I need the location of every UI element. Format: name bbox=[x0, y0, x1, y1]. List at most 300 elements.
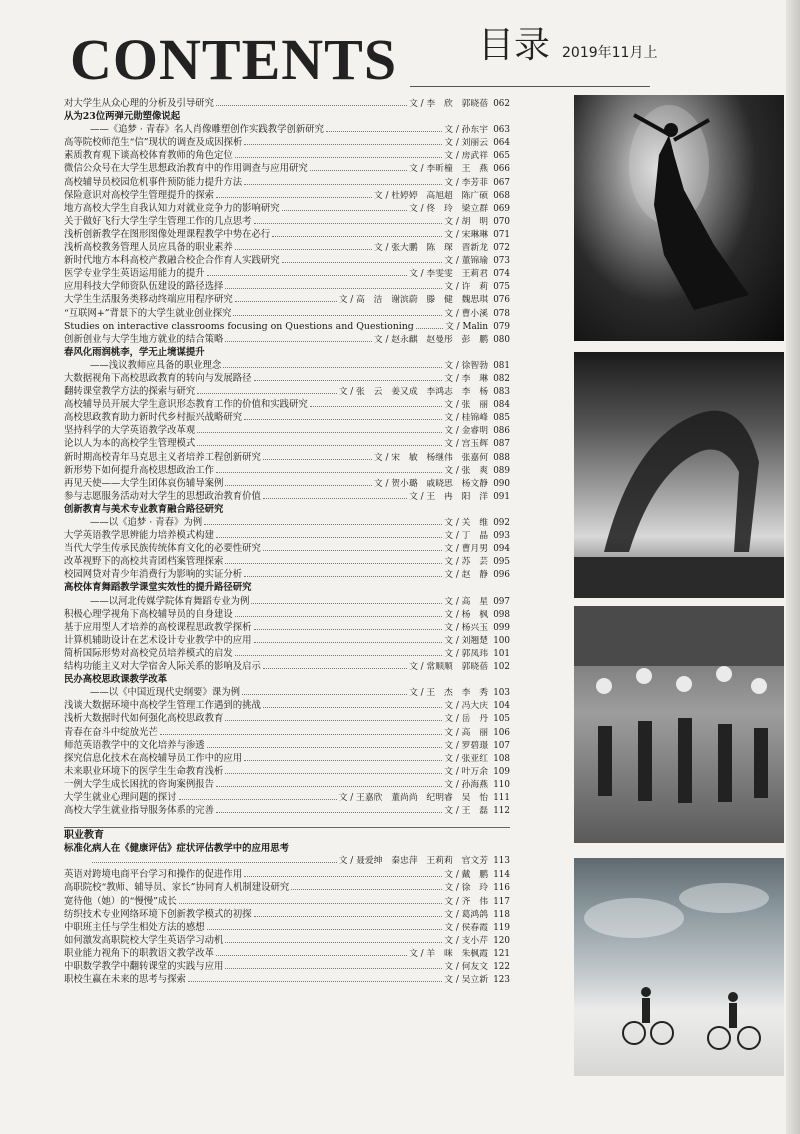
toc-entry bbox=[64, 778, 510, 791]
toc-entry-author: 文 / 丁 晶 bbox=[444, 531, 488, 542]
toc-entry-title: 一例大学生成长困扰的咨询案例报告 bbox=[64, 778, 215, 790]
toc-entry-page: 065 bbox=[493, 151, 510, 162]
toc-entry-author: 文 / 曹小溪 bbox=[444, 308, 488, 319]
toc-entry-author: 文 / 聂爱绅 秦忠萍 王莉莉 官文芳 bbox=[338, 856, 488, 867]
leader-dots bbox=[272, 229, 442, 237]
toc-entry-page: 091 bbox=[493, 491, 510, 502]
toc-entry-page: 083 bbox=[493, 387, 510, 398]
toc-entry-author: 文 / 宫玉辉 bbox=[444, 439, 488, 450]
leader-dots bbox=[92, 855, 337, 863]
leader-dots bbox=[216, 98, 407, 106]
toc-entry-title: 标准化病人在《健康评估》症状评估教学中的应用思考 bbox=[64, 843, 290, 855]
leader-dots bbox=[244, 412, 442, 420]
toc-entry-author: 文 / 罗碧璟 bbox=[444, 740, 488, 751]
toc-entry-page: 071 bbox=[493, 229, 510, 240]
toc-entry bbox=[64, 842, 510, 855]
toc-entry-title: 浅谈大数据环境中高校学生管理工作遇到的挑战 bbox=[64, 700, 261, 712]
toc-entry-title: 新时代地方本科高校产教融合校企合作育人实践研究 bbox=[64, 255, 280, 267]
toc-entry-page: 105 bbox=[493, 714, 510, 725]
toc-entry bbox=[64, 895, 510, 908]
toc-entry bbox=[64, 921, 510, 934]
toc-entry-title: 浅析大数据时代如何强化高校思政教育 bbox=[64, 713, 224, 725]
toc-entry-author: 文 / 刘翘楚 bbox=[444, 635, 488, 646]
toc-entry bbox=[64, 973, 510, 986]
toc-entry-title: “互联网+”背景下的大学生就业创业探究 bbox=[64, 307, 232, 319]
leader-dots bbox=[204, 517, 442, 525]
leader-dots bbox=[188, 974, 442, 982]
leader-dots bbox=[244, 869, 442, 877]
toc-entry-page: 082 bbox=[493, 373, 510, 384]
toc-entry-title: 医学专业学生英语运用能力的提升 bbox=[64, 268, 205, 280]
toc-entry-title: 高校思政教育助力新时代乡村振兴战略研究 bbox=[64, 412, 243, 424]
toc-entry-title: 宽待他（她）的“慢慢”成长 bbox=[64, 895, 177, 907]
toc-entry bbox=[64, 346, 510, 359]
toc-entry bbox=[64, 503, 510, 516]
toc-entry-page: 104 bbox=[493, 701, 510, 712]
leader-dots bbox=[216, 948, 407, 956]
leader-dots bbox=[225, 935, 442, 943]
toc-entry bbox=[64, 189, 510, 202]
toc-entry-page: 097 bbox=[493, 596, 510, 607]
toc-entry bbox=[64, 660, 510, 673]
toc-entry-title: 中职班主任与学生相处方法的感想 bbox=[64, 921, 205, 933]
toc-entry bbox=[64, 254, 510, 267]
toc-entry bbox=[64, 267, 510, 280]
toc-entry-page: 111 bbox=[493, 792, 510, 803]
toc-entry bbox=[64, 385, 510, 398]
toc-entry-page: 072 bbox=[493, 243, 510, 254]
contents-title: CONTENTS bbox=[70, 27, 398, 92]
toc-entry-author: 文 / 叶万余 bbox=[444, 766, 488, 777]
toc-entry bbox=[64, 712, 510, 725]
leader-dots bbox=[263, 661, 407, 669]
toc-entry-page: 064 bbox=[493, 138, 510, 149]
leader-dots bbox=[254, 909, 443, 917]
toc-entry-title: 高校体育舞蹈教学课堂实效性的提升路径研究 bbox=[64, 582, 252, 594]
leader-dots bbox=[235, 150, 442, 158]
toc-entry-title: 当代大学生传承民族传统体育文化的必要性研究 bbox=[64, 543, 261, 555]
toc-entry-title: 高校大学生就业指导服务体系的完善 bbox=[64, 805, 215, 817]
toc-entry-page: 107 bbox=[493, 740, 510, 751]
leader-dots bbox=[282, 203, 407, 211]
toc-entry-author: 文 / 戴 鹏 bbox=[444, 870, 488, 881]
toc-entry-title: ——以《中国近现代史纲要》课为例 bbox=[90, 687, 241, 699]
toc-entry-author: 文 / 孙海燕 bbox=[444, 779, 488, 790]
leader-dots bbox=[233, 308, 442, 316]
toc-entry bbox=[64, 516, 510, 529]
toc-entry-page: 089 bbox=[493, 465, 510, 476]
toc-entry bbox=[64, 608, 510, 621]
section-heading-vocational: 职业教育 bbox=[64, 827, 510, 841]
toc-entry-page: 076 bbox=[493, 295, 510, 306]
toc-entry-title: 对大学生从众心理的分析及引导研究 bbox=[64, 98, 215, 109]
toc-entry-page: 106 bbox=[493, 727, 510, 738]
toc-entry-title: 青春在奋斗中绽放光芒 bbox=[64, 726, 158, 738]
toc-entry bbox=[64, 110, 510, 123]
toc-entry-title: 春风化雨润桃李，学无止境谋提升 bbox=[64, 346, 205, 358]
leader-dots bbox=[216, 779, 442, 787]
toc-entry-page: 101 bbox=[493, 648, 510, 659]
toc-entry-title: 高校辅导员校园危机事件预防能力提升方法 bbox=[64, 176, 243, 188]
leader-dots bbox=[263, 543, 442, 551]
toc-entry-title: 结构功能主义对大学宿舍人际关系的影响及启示 bbox=[64, 661, 261, 673]
leader-dots bbox=[179, 792, 337, 800]
toc-entry-author: 文 / 郭凤玮 bbox=[444, 648, 488, 659]
leader-dots bbox=[225, 961, 442, 969]
leader-dots bbox=[235, 648, 442, 656]
toc-entry bbox=[64, 451, 510, 464]
toc-entry-title: 校园网贷对青少年消费行为影响的实证分析 bbox=[64, 569, 243, 581]
toc-entry-title: 创新创业与大学生地方就业的结合策略 bbox=[64, 333, 224, 345]
leader-dots bbox=[223, 360, 442, 368]
toc-entry-page: 074 bbox=[493, 269, 510, 280]
leader-dots bbox=[216, 190, 372, 198]
toc-entry-page: 067 bbox=[493, 177, 510, 188]
toc-entry-author: 文 / 张 云 姜又成 李鸿志 李 杨 bbox=[338, 387, 488, 398]
toc-entry-title: 新时期高校青年马克思主义者培养工程创新研究 bbox=[64, 451, 261, 463]
toc-entry-page: 075 bbox=[493, 282, 510, 293]
toc-entry-author: 文 / 杜婷婷 高旭超 陈广硕 bbox=[373, 190, 488, 201]
table-of-contents bbox=[64, 97, 510, 986]
issue-date: 2019年11月上 bbox=[562, 45, 658, 61]
toc-entry-title: 论以人为本的高校学生管理模式 bbox=[64, 438, 196, 450]
toc-entry-author: 文 / 张 丽 bbox=[444, 400, 488, 411]
toc-entry-author: 文 / 李昕橦 王 燕 bbox=[409, 164, 488, 175]
toc-entry-title: 计算机辅助设计在艺术设计专业教学中的应用 bbox=[64, 634, 252, 646]
toc-entry-title: 高等院校师范生“信”现状的调查及成因探析 bbox=[64, 137, 243, 149]
leader-dots bbox=[197, 386, 336, 394]
toc-entry-author: 文 / 李芳菲 bbox=[444, 177, 488, 188]
leader-dots bbox=[197, 438, 442, 446]
toc-entry bbox=[64, 868, 510, 881]
toc-entry bbox=[64, 581, 510, 594]
toc-entry-author: 文 / 赵 静 bbox=[444, 570, 488, 581]
toc-entry bbox=[64, 804, 510, 817]
toc-entry-page: 109 bbox=[493, 766, 510, 777]
toc-entry-title: ——以《追梦 · 青春》为例 bbox=[90, 517, 203, 528]
leader-dots bbox=[242, 687, 407, 695]
photo-dancer bbox=[574, 95, 784, 341]
toc-entry bbox=[64, 699, 510, 712]
toc-entry bbox=[64, 280, 510, 293]
toc-entry-title: 浅析创新教学在图形图像处理课程教学中势在必行 bbox=[64, 228, 271, 240]
leader-dots bbox=[251, 596, 442, 604]
toc-entry-title: 大学生生活服务类移动终端应用程序研究 bbox=[64, 294, 233, 306]
leader-dots bbox=[254, 216, 443, 224]
toc-entry-title: 微信公众号在大学生思想政治教育中的作用调查与应用研究 bbox=[64, 163, 308, 175]
toc-entry bbox=[64, 673, 510, 686]
toc-entry bbox=[64, 241, 510, 254]
toc-entry bbox=[64, 947, 510, 960]
toc-entry bbox=[64, 228, 510, 241]
toc-entry-title: 翻转课堂教学方法的探索与研究 bbox=[64, 386, 196, 398]
masthead bbox=[70, 20, 658, 92]
toc-entry bbox=[64, 333, 510, 346]
toc-entry-title: 地方高校大学生自我认知力对就业竞争力的影响研究 bbox=[64, 202, 280, 214]
toc-entry-title: 改革视野下的高校共青团档案管理探索 bbox=[64, 556, 224, 568]
toc-entry-page: 110 bbox=[493, 779, 510, 790]
toc-entry bbox=[64, 215, 510, 228]
toc-entry-page: 122 bbox=[493, 962, 510, 972]
toc-entry-page: 108 bbox=[493, 753, 510, 764]
toc-entry bbox=[64, 136, 510, 149]
toc-entry-title: 师范英语教学中的文化培养与渗透 bbox=[64, 739, 205, 751]
toc-entry bbox=[64, 934, 510, 947]
toc-entry-author: 文 / 李 琳 bbox=[444, 373, 488, 384]
toc-entry bbox=[64, 320, 510, 333]
toc-entry-author: 文 / 岳 丹 bbox=[444, 714, 488, 725]
toc-entry-page: 087 bbox=[493, 439, 510, 450]
toc-entry bbox=[64, 293, 510, 306]
toc-entry-author: 文 / 孙东宇 bbox=[444, 125, 488, 136]
toc-entry-author: 文 / 常顺顺 郭晓蓓 bbox=[409, 662, 488, 673]
leader-dots bbox=[225, 334, 371, 342]
toc-vocational-list bbox=[64, 842, 510, 986]
leader-dots bbox=[235, 294, 337, 302]
toc-entry bbox=[64, 555, 510, 568]
toc-entry-page: 078 bbox=[493, 308, 510, 319]
toc-entry bbox=[64, 621, 510, 634]
toc-entry-title: 保险意识对高校学生管理提升的探索 bbox=[64, 189, 215, 201]
toc-entry bbox=[64, 960, 510, 973]
leader-dots bbox=[216, 805, 442, 813]
toc-entry bbox=[64, 202, 510, 215]
toc-entry-title: 素质教育观下谈高校体育教师的角色定位 bbox=[64, 150, 233, 162]
toc-entry-author: 文 / 冯大庆 bbox=[444, 701, 488, 712]
toc-entry-page: 084 bbox=[493, 400, 510, 411]
toc-entry bbox=[64, 686, 510, 699]
toc-entry-title: 坚持科学的大学英语教学改革观 bbox=[64, 425, 196, 437]
toc-entry bbox=[64, 529, 510, 542]
toc-entry-page: 069 bbox=[493, 203, 510, 214]
toc-entry-page: 073 bbox=[493, 256, 510, 267]
leader-dots bbox=[225, 713, 442, 721]
photo-cyclists bbox=[574, 858, 784, 1076]
toc-entry-title: 高校辅导员开展大学生意识形态教育工作的价值和实践研究 bbox=[64, 399, 308, 411]
toc-entry-title: 如何激发高职院校大学生英语学习动机 bbox=[64, 934, 224, 946]
toc-entry-page: 123 bbox=[493, 975, 510, 986]
toc-entry bbox=[64, 542, 510, 555]
toc-entry-author: 文 / 佟 玲 梁立群 bbox=[409, 203, 488, 214]
toc-entry-page: 102 bbox=[493, 662, 510, 673]
toc-entry-author: 文 / 王 冉 阳 洋 bbox=[409, 491, 488, 502]
toc-entry-title: 英语对跨境电商平台学习和操作的促进作用 bbox=[64, 869, 243, 881]
toc-entry-page: 119 bbox=[493, 922, 510, 933]
toc-entry-page: 081 bbox=[493, 360, 510, 371]
toc-entry-page: 120 bbox=[493, 935, 510, 946]
toc-entry-page: 094 bbox=[493, 544, 510, 555]
toc-entry bbox=[64, 398, 510, 411]
toc-entry-page: 121 bbox=[493, 948, 510, 959]
toc-entry bbox=[64, 372, 510, 385]
toc-entry-page: 092 bbox=[493, 518, 510, 528]
leader-dots bbox=[179, 896, 443, 904]
toc-entry-page: 113 bbox=[493, 856, 510, 867]
leader-dots bbox=[244, 137, 442, 145]
toc-entry-title: 中职数学教学中翻转课堂的实践与应用 bbox=[64, 961, 224, 972]
toc-entry-page: 100 bbox=[493, 635, 510, 646]
toc-entry-page: 066 bbox=[493, 164, 510, 175]
toc-entry-title: 新形势下如何提升高校思想政治工作 bbox=[64, 464, 215, 476]
leader-dots bbox=[235, 609, 442, 617]
toc-entry-author: 文 / 曹月男 bbox=[444, 544, 488, 555]
toc-entry bbox=[64, 908, 510, 921]
toc-entry-title: 职业能力视角下的职教语文教学改革 bbox=[64, 947, 215, 959]
leader-dots bbox=[207, 740, 443, 748]
toc-entry-title: 民办高校思政课教学改革 bbox=[64, 674, 168, 686]
toc-entry-author: 文 / 高 星 bbox=[444, 596, 488, 607]
toc-entry-author: 文 / 关 维 bbox=[444, 518, 488, 528]
toc-entry bbox=[64, 765, 510, 778]
toc-entry-author: 文 / 杨兴玉 bbox=[444, 622, 488, 633]
toc-entry-author: 文 / 齐 伟 bbox=[444, 896, 488, 907]
leader-dots bbox=[225, 766, 442, 774]
toc-entry bbox=[64, 97, 510, 110]
leader-dots bbox=[254, 373, 443, 381]
toc-entry-page: 063 bbox=[493, 125, 510, 136]
leader-dots bbox=[263, 452, 372, 460]
leader-dots bbox=[254, 622, 443, 630]
toc-entry-title: 积极心理学视角下高校辅导员的自身建设 bbox=[64, 608, 233, 620]
toc-entry-author: 文 / 王 磊 bbox=[444, 806, 488, 817]
toc-entry-title: 简析国际形势对高校党员培养模式的启发 bbox=[64, 647, 233, 659]
toc-entry-author: 文 / 赵永麒 赵曼彤 彭 鹏 bbox=[373, 334, 488, 345]
toc-entry-author: 文 / 张 爽 bbox=[444, 465, 488, 476]
toc-entry-author: 文 / 胡 明 bbox=[444, 216, 488, 227]
toc-entry-page: 114 bbox=[493, 870, 510, 881]
leader-dots bbox=[310, 163, 407, 171]
leader-dots bbox=[282, 255, 443, 263]
toc-entry-title: 从为23位两弹元勋塑像说起 bbox=[64, 111, 181, 123]
toc-entry-author: 文 / 王嘉欣 董尚尚 纪明睿 吴 怡 bbox=[338, 792, 488, 803]
toc-entry-title: 应用科技大学师资队伍建设的路径选择 bbox=[64, 281, 224, 293]
toc-entry-author: 文 / 支小芹 bbox=[444, 935, 488, 946]
toc-entry-author: 文 / 王 杰 李 秀 bbox=[409, 688, 488, 699]
toc-entry bbox=[64, 123, 510, 136]
leader-dots bbox=[225, 478, 371, 486]
toc-entry-page: 086 bbox=[493, 426, 510, 437]
toc-entry-page: 062 bbox=[493, 99, 510, 109]
toc-entry-author: 文 / 杨 枫 bbox=[444, 609, 488, 620]
leader-dots bbox=[225, 281, 442, 289]
toc-entry-title: ——浅议教师应具备的职业理念 bbox=[90, 359, 222, 371]
toc-entry bbox=[64, 411, 510, 424]
toc-entry bbox=[64, 149, 510, 162]
leader-dots bbox=[160, 727, 442, 735]
toc-entry-author: 文 / 宋 敏 杨继伟 张嘉何 bbox=[373, 452, 488, 463]
toc-entry-author: 文 / 葛鸿鸽 bbox=[444, 909, 488, 920]
toc-entry bbox=[64, 477, 510, 490]
toc-entry bbox=[64, 791, 510, 804]
toc-entry-author: 文 / 董锦瑜 bbox=[444, 256, 488, 267]
toc-entry-page: 112 bbox=[493, 806, 510, 817]
leader-dots bbox=[326, 124, 442, 132]
toc-entry bbox=[64, 359, 510, 372]
toc-entry-title: 高职院校“教师、辅导员、家长”协同育人机制建设研究 bbox=[64, 882, 290, 894]
masthead-rule bbox=[410, 86, 650, 87]
toc-entry-title: 参与志愿服务活动对大学生的思想政治教育价值 bbox=[64, 490, 261, 502]
toc-entry-page: 117 bbox=[493, 896, 510, 907]
toc-entry bbox=[64, 490, 510, 503]
toc-entry-title: Studies on interactive classrooms focusing on Questions and Questioning bbox=[64, 320, 414, 332]
photo-backbend bbox=[574, 352, 784, 598]
toc-entry-page: 080 bbox=[493, 334, 510, 345]
toc-entry-title: ——以河北传媒学院体育舞蹈专业为例 bbox=[90, 595, 250, 607]
toc-entry-page: 116 bbox=[493, 883, 510, 894]
leader-dots bbox=[197, 425, 442, 433]
toc-entry-page: 095 bbox=[493, 557, 510, 568]
leader-dots bbox=[254, 635, 443, 643]
toc-entry bbox=[64, 726, 510, 739]
toc-entry-title: 大数据视角下高校思政教育的转向与发展路径 bbox=[64, 372, 252, 384]
toc-entry-author: 文 / 羊 咪 朱枫霞 bbox=[409, 948, 488, 959]
toc-entry bbox=[64, 464, 510, 477]
toc-entry bbox=[64, 634, 510, 647]
toc-entry-author: 文 / 侯春霞 bbox=[444, 922, 488, 933]
toc-entry bbox=[64, 424, 510, 437]
toc-entry-title: 浅析高校教务管理人员应具备的职业素养 bbox=[64, 242, 233, 254]
toc-entry-page: 118 bbox=[493, 909, 510, 920]
toc-entry bbox=[64, 176, 510, 189]
photo-cheerleaders bbox=[574, 606, 784, 843]
toc-entry-page: 090 bbox=[493, 478, 510, 489]
toc-entry-title: 大学英语教学思辨能力培养模式构建 bbox=[64, 530, 215, 542]
toc-entry-title: 大学生就业心理问题的探讨 bbox=[64, 791, 177, 803]
leader-dots bbox=[244, 569, 442, 577]
toc-entry-author: 文 / 高 丽 bbox=[444, 727, 488, 738]
toc-entry-author: 文 / 宋琳琳 bbox=[444, 229, 488, 240]
toc-entry-author: 文 / 桂锦峰 bbox=[444, 413, 488, 424]
toc-entry-author: 文 / 徐智勃 bbox=[444, 360, 488, 371]
leader-dots bbox=[225, 556, 442, 564]
toc-entry-title: 基于应用型人才培养的高校课程思政教学探析 bbox=[64, 621, 252, 633]
toc-entry-page: 088 bbox=[493, 452, 510, 463]
toc-entry-author: 文 / 吴立新 bbox=[444, 975, 488, 986]
leader-dots bbox=[244, 753, 442, 761]
toc-entry-page: 068 bbox=[493, 190, 510, 201]
toc-entry bbox=[64, 437, 510, 450]
leader-dots bbox=[263, 700, 442, 708]
toc-entry-title: 探究信息化技术在高校辅导员工作中的应用 bbox=[64, 752, 243, 764]
toc-entry-author: 文 / 李雯雯 王莉君 bbox=[409, 269, 488, 280]
toc-entry bbox=[64, 881, 510, 894]
toc-entry-author: 文 / 许 莉 bbox=[444, 282, 488, 293]
toc-entry-page: 079 bbox=[493, 321, 510, 332]
contents-title-zh: 目录 bbox=[478, 25, 551, 66]
leader-dots bbox=[416, 321, 443, 329]
toc-entry-author: 文 / 房武祥 bbox=[444, 151, 488, 162]
toc-entry bbox=[64, 855, 510, 868]
toc-entry-author: 文 / 徐 玲 bbox=[444, 883, 488, 894]
leader-dots bbox=[216, 530, 442, 538]
toc-entry-page: 085 bbox=[493, 413, 510, 424]
toc-entry-page: 070 bbox=[493, 216, 510, 227]
toc-entry-title: ——《追梦 · 青春》名人肖像雕塑创作实践教学创新研究 bbox=[90, 124, 324, 136]
toc-entry-author: 文 / 高 洁 谢滨蔚 滕 健 魏思琪 bbox=[338, 295, 488, 306]
toc-entry-author: 文 / 李 欣 郭晓蓓 bbox=[409, 99, 488, 109]
toc-entry-title: 纺织技术专业网络环境下创新教学模式的初探 bbox=[64, 908, 252, 920]
toc-entry-author: 文 / 苏 芸 bbox=[444, 557, 488, 568]
toc-entry-author: 文 / Malin bbox=[445, 321, 488, 332]
leader-dots bbox=[207, 268, 407, 276]
toc-entry bbox=[64, 568, 510, 581]
toc-entry-author: 文 / 刘丽云 bbox=[444, 138, 488, 149]
leader-dots bbox=[310, 399, 442, 407]
toc-entry-author: 文 / 贺小璐 戚晓思 杨文静 bbox=[373, 478, 488, 489]
toc-entry-page: 098 bbox=[493, 609, 510, 620]
toc-entry-page: 103 bbox=[493, 688, 510, 699]
toc-entry-author: 文 / 金睿明 bbox=[444, 426, 488, 437]
